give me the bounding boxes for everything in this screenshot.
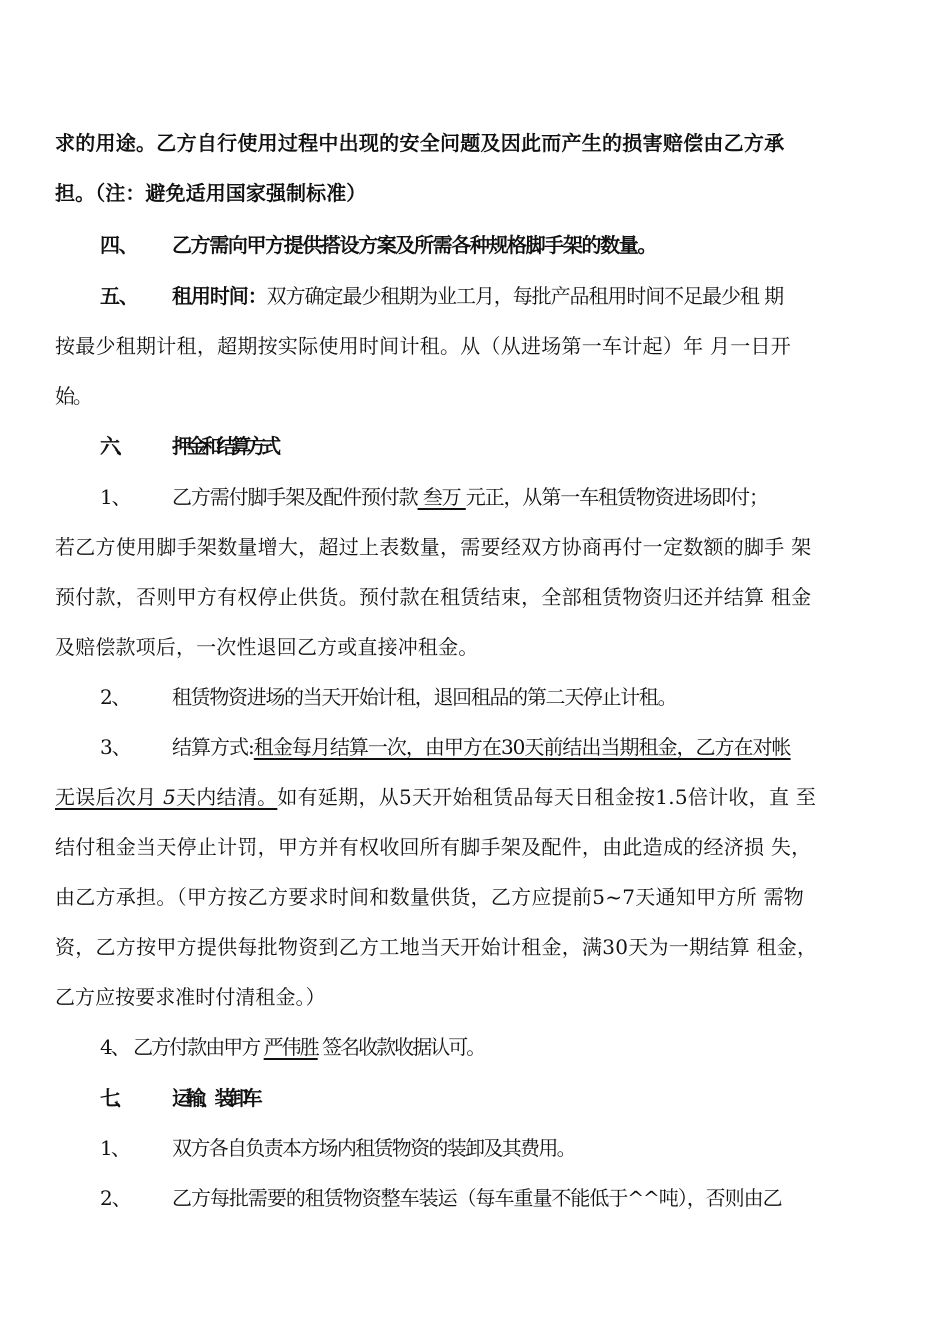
section-text: 乙方需向甲方提供搭设方案及所需各种规格脚手架的数量。	[172, 233, 656, 257]
section-label: 租用时间：	[172, 284, 267, 308]
text: 签名收款收据认可。	[317, 1035, 485, 1059]
text: 资，乙方按甲方提供每批物资到乙方工地当天开始计租金，满30天为一期结算 租金，	[55, 935, 818, 959]
text: 始。	[55, 384, 91, 408]
section-4-heading	[100, 232, 950, 258]
paragraph-line	[55, 934, 915, 960]
clause-1-line	[100, 484, 950, 510]
clause-4-line	[100, 1034, 950, 1060]
section-text: 双方确定最少租期为业工月，每批产品租用时间不足最少租 期	[266, 284, 784, 308]
text: 乙方需付脚手架及配件预付款	[172, 485, 418, 509]
text: 结付租金当天停止计罚，甲方并有权收回所有脚手架及配件，由此造成的经济损 失，	[55, 835, 812, 859]
signatory-name: 严伟胜	[263, 1035, 318, 1059]
text: 乙方每批需要的租赁物资整车装运（每车重量不能低于^^吨），否则由乙	[172, 1186, 782, 1210]
clause-number: 2、	[100, 685, 131, 709]
paragraph-line	[55, 130, 915, 156]
section-number: 五、	[100, 284, 138, 308]
paragraph-line	[55, 180, 915, 206]
text: 由乙方承担。（甲方按乙方要求时间和数量供货，乙方应提前5~7天通知甲方所 需物	[55, 885, 805, 909]
paragraph-line	[55, 884, 915, 910]
prepayment-amount: 叁万	[417, 485, 466, 509]
section-6-heading	[100, 433, 950, 459]
section-number: 六、	[100, 434, 130, 458]
section-number: 四、	[100, 233, 138, 257]
text: 担。（注：避免适用国家强制标准）	[55, 181, 367, 205]
clause-number: 2、	[100, 1186, 131, 1210]
paragraph-line	[55, 634, 915, 660]
clause-3-line	[100, 734, 950, 760]
text: 双方各自负责本方场内租赁物资的装卸及其费用。	[172, 1136, 575, 1160]
text: 租赁物资进场的当天开始计租，退回租品的第二天停止计租。	[172, 685, 677, 709]
section-text: 运输、装卸车	[172, 1086, 257, 1110]
text: 求的用途。乙方自行使用过程中出现的安全问题及因此而产生的损害赔偿由乙方承	[55, 131, 785, 155]
paragraph-line	[55, 534, 915, 560]
clause-number: 1、	[100, 485, 131, 509]
text: 预付款，否则甲方有权停止供货。预付款在租赁结束，全部租赁物资归还并结算 租金	[55, 585, 812, 609]
underlined-terms: 无误后次月	[55, 785, 163, 809]
clause-number: 1、	[100, 1136, 130, 1160]
text: 元正，从第一车租赁物资进场即付；	[465, 485, 768, 509]
underlined-terms: 租金每月结算一次，由甲方在30天前结出当期租金，乙方在对帐	[253, 735, 791, 759]
underlined-terms: 5	[163, 785, 176, 809]
section-7-heading	[100, 1085, 950, 1111]
text: 乙方应按要求准时付清租金。）	[55, 985, 326, 1009]
text: 及赔偿款项后，一次性退回乙方或直接冲租金。	[55, 635, 479, 659]
paragraph-line	[55, 584, 915, 610]
paragraph-line	[55, 984, 915, 1010]
text: 若乙方使用脚手架数量增大，超过上表数量，需要经双方协商再付一定数额的脚手 架	[55, 535, 812, 559]
text: 如有延期，从5天开始租赁品每天日租金按1.5倍计收，直 至	[277, 785, 817, 809]
clause-number: 3、	[100, 735, 131, 759]
section-5-line	[100, 283, 950, 309]
paragraph-line	[55, 333, 915, 359]
text: 4、 乙方付款由甲方	[100, 1035, 264, 1059]
clause-1-line	[100, 1135, 950, 1161]
text: 按最少租期计租，超期按实际使用时间计租。从（从进场第一车计起）年 月一日开	[55, 334, 792, 358]
section-text: 押金和结算方式	[172, 434, 276, 458]
clause-label: 结算方式:	[172, 735, 254, 759]
clause-2-line	[100, 684, 950, 710]
clause-2-line	[100, 1185, 950, 1211]
paragraph-line	[55, 383, 915, 409]
underlined-terms: 天内结清。	[176, 785, 278, 809]
paragraph-line	[55, 784, 915, 810]
section-number: 七、	[100, 1086, 129, 1110]
paragraph-line	[55, 834, 915, 860]
